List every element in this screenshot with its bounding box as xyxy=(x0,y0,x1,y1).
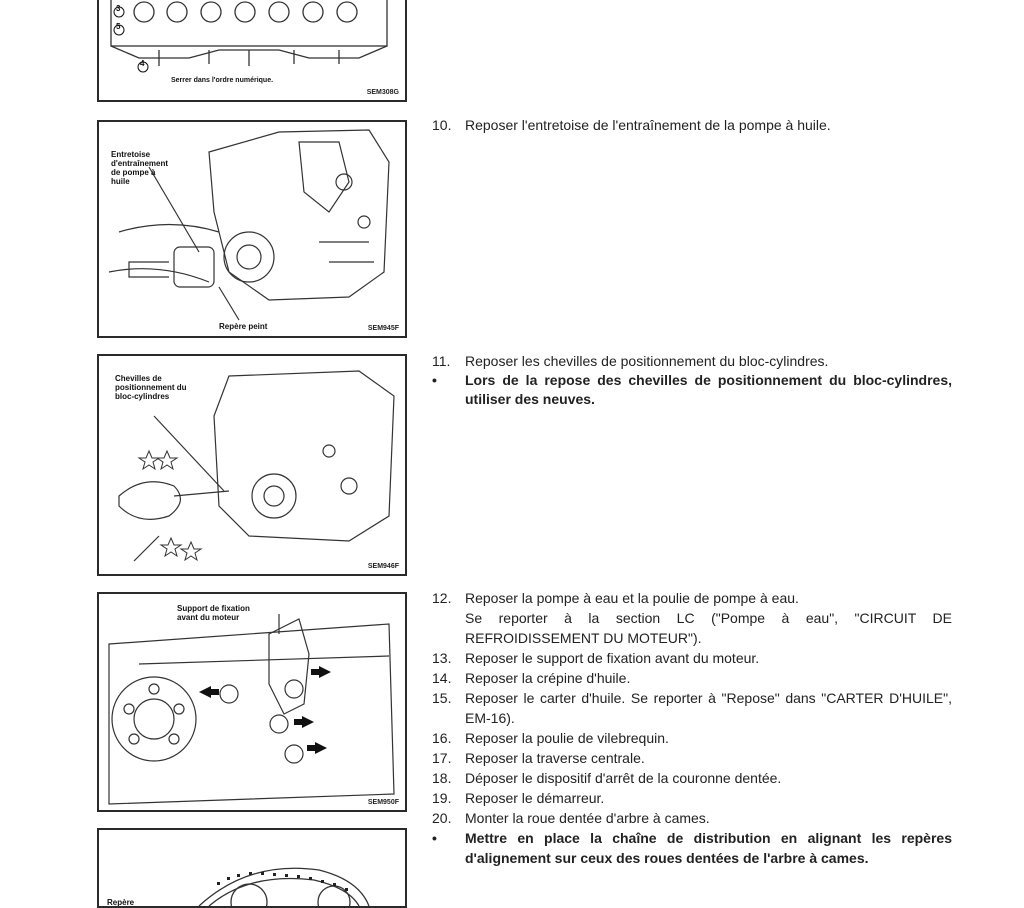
step-text: Reposer la pompe à eau et la poulie de pompe à eau. xyxy=(465,590,799,606)
step-group-10 xyxy=(432,116,952,135)
front-mount-label: Support de fixation avant du moteur xyxy=(177,604,250,622)
figure-code: SEM945F xyxy=(367,325,399,332)
step-text: Reposer le support de fixation avant du moteur. xyxy=(465,650,760,666)
camshaft-sprocket-drawing xyxy=(99,830,405,906)
step-number: 18. xyxy=(432,770,452,786)
step-number: 10. xyxy=(432,117,452,133)
step-number: 17. xyxy=(432,750,452,766)
step-number: 19. xyxy=(432,790,452,806)
step-number: 14. xyxy=(432,670,452,686)
step-18 xyxy=(432,768,952,788)
step-number: 12. xyxy=(432,590,452,606)
step-text: Reposer le démarreur. xyxy=(465,790,605,806)
step-group-12-20 xyxy=(432,588,952,868)
step-12-reference: Se reporter à la section LC ("Pompe à eau", "CIRCUIT DE REFROIDISSEMENT DU MOTEUR"). xyxy=(465,610,952,646)
figure-oil-pump-spacer xyxy=(97,120,407,338)
callout-4: 4 xyxy=(140,59,145,68)
step-20-note xyxy=(432,828,952,868)
step-text: Reposer le carter d'huile. Se reporter à "Repose" dans "CARTER D'HUILE", EM-16). xyxy=(465,690,952,726)
callout-5: 5 xyxy=(116,22,121,31)
cylinder-head-drawing xyxy=(99,0,405,100)
note-text: Mettre en place la chaîne de distribution en alignant les repères d'alignement sur ceux des roues dentées de l'arbre à cames. xyxy=(465,830,952,866)
step-19 xyxy=(432,788,952,808)
step-number: 15. xyxy=(432,690,452,706)
step-12 xyxy=(432,588,952,608)
step-text: Reposer les chevilles de positionnement du bloc-cylindres. xyxy=(465,353,829,369)
front-mount-drawing xyxy=(99,594,405,810)
mark-label: Repère xyxy=(107,898,135,907)
step-14 xyxy=(432,668,952,688)
step-11 xyxy=(432,352,952,371)
figure-front-mount xyxy=(97,592,407,812)
figure-caption: Serrer dans l'ordre numérique. xyxy=(171,77,274,84)
step-text: Monter la roue dentée d'arbre à cames. xyxy=(465,810,710,826)
paint-mark-label: Repère peint xyxy=(219,322,268,331)
step-16 xyxy=(432,728,952,748)
step-group-11 xyxy=(432,352,952,409)
step-13 xyxy=(432,648,952,668)
step-number: 20. xyxy=(432,810,452,826)
step-15 xyxy=(432,688,952,728)
step-number: 16. xyxy=(432,730,452,746)
step-20 xyxy=(432,808,952,828)
spacer-label: Entretoise d'entraînement de pompe à huile xyxy=(111,150,169,186)
bullet-mark: • xyxy=(432,372,437,388)
dowel-label: Chevilles de positionnement du bloc-cylindres xyxy=(115,374,187,401)
figure-dowel-pins xyxy=(97,354,407,576)
step-17 xyxy=(432,748,952,768)
step-text: Reposer la crépine d'huile. xyxy=(465,670,631,686)
step-text: Reposer l'entretoise de l'entraînement de la pompe à huile. xyxy=(465,117,831,133)
figure-code: SEM946F xyxy=(367,563,399,570)
step-text: Reposer la traverse centrale. xyxy=(465,750,645,766)
callout-3: 3 xyxy=(116,4,121,13)
step-text: Reposer la poulie de vilebrequin. xyxy=(465,730,669,746)
figure-code: SEM308G xyxy=(366,89,399,96)
step-10 xyxy=(432,116,952,135)
step-number: 13. xyxy=(432,650,452,666)
figure-code: SEM950F xyxy=(367,799,399,806)
note-text: Lors de la repose des chevilles de positionnement du bloc-cylindres, utiliser des neuves. xyxy=(465,372,952,407)
step-number: 11. xyxy=(432,353,451,369)
figure-camshaft-sprocket xyxy=(97,828,407,908)
step-text: Déposer le dispositif d'arrêt de la couronne dentée. xyxy=(465,770,782,786)
bullet-mark: • xyxy=(432,830,437,846)
figure-cylinder-head-torque xyxy=(97,0,407,102)
step-11-note xyxy=(432,371,952,409)
